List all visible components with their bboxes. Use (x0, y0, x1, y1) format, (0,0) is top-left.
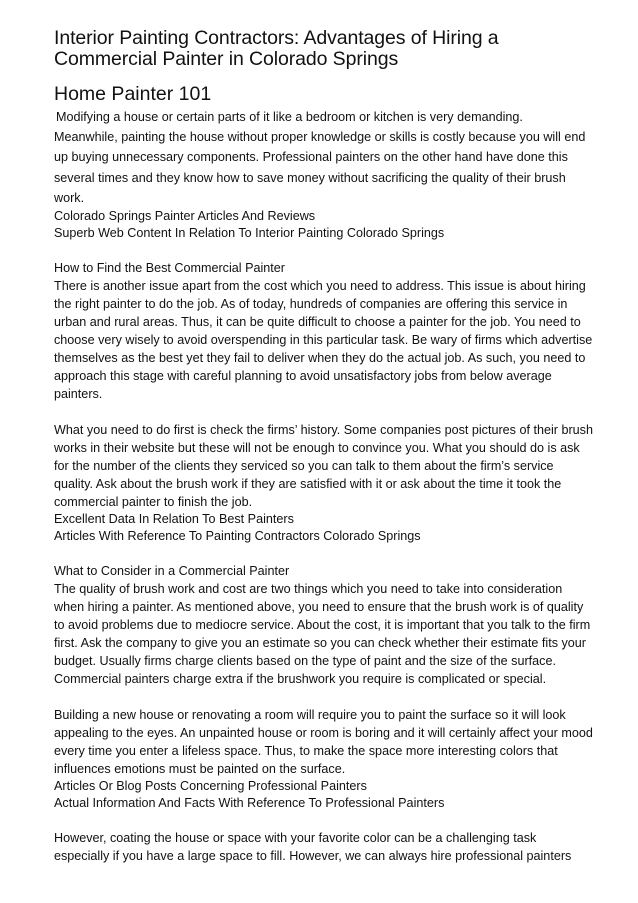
related-link[interactable]: Actual Information And Facts With Reference To Professional Painters (54, 795, 445, 810)
related-links-3 (54, 778, 594, 811)
document-title (54, 28, 594, 70)
related-link[interactable]: Articles Or Blog Posts Concerning Professional Painters (54, 779, 367, 794)
document-page (54, 28, 594, 865)
paragraph: There is another issue apart from the cost which you need to address. This issue is about hiring the right painter to do the job. As of today, hundreds of companies are offering this service in urban and rural areas. Thus, it can be quite difficult to choose a painter for the job. You need to choose very wisely to avoid overspending in this particular task. Be wary of firms which advertise themselves as the best yet they fail to deliver when they do the actual job. As such, you need to approach this stage with careful planning to avoid unsatisfactory jobs from below average painters. (54, 279, 593, 402)
paragraph: What you need to do first is check the firms’ history. Some companies post pictures of their brush works in their website but these will not be enough to convince you. What you should do is ask for the number of the clients they serviced so you can talk to them about the firm’s service quality. Ask about the brush work if they are satisfied with it or ask about the time it took the commercial painter to finish the job. (54, 423, 593, 510)
intro-body: Meanwhile, painting the house without proper knowledge or skills is costly because you will end up buying unnecessary components. Professional painters on the other hand have done this several times and they know how to save money without sacrificing the quality of their brush work. (54, 130, 586, 205)
section-heading-find-painter: How to Find the Best Commercial Painter (54, 261, 285, 276)
paragraph: Building a new house or renovating a room will require you to paint the surface so it will look appealing to the eyes. An unpainted house or room is boring and it will certainly affect your mood every time you enter a lifeless space. Thus, to make the space more interesting colors that influences emotions must be painted on the surface. (54, 708, 593, 777)
section-subtitle: Home Painter 101 (54, 83, 212, 105)
section-heading-consider-painter: What to Consider in a Commercial Painter (54, 564, 290, 579)
related-link[interactable]: Excellent Data In Relation To Best Painters (54, 512, 294, 527)
paragraph: The quality of brush work and cost are two things which you need to take into consideration when hiring a painter. As mentioned above, you need to ensure that the brush work is of quality to avoid problems due to mediocre service. About the cost, it is important that you talk to the firm first. Ask the company to give you an estimate so you can check whether their estimate fits your budget. Usually firms charge clients based on the type of paint and the size of the surface. Commercial painters charge extra if the brushwork you require is complicated or special. (54, 582, 591, 687)
intro-paragraph (54, 107, 594, 208)
related-links-2 (54, 511, 594, 544)
paragraph: However, coating the house or space with your favorite color can be a challenging task especially if you have a large space to fill. However, we can always hire professional painters (54, 831, 572, 864)
related-link[interactable]: Colorado Springs Painter Articles And Reviews (54, 209, 316, 224)
title-line-1: Interior Painting Contractors: Advantages of Hiring a (54, 27, 499, 49)
intro-first-line: Modifying a house or certain parts of it like a bedroom or kitchen is very demanding. (56, 110, 523, 124)
related-link[interactable]: Articles With Reference To Painting Contractors Colorado Springs (54, 528, 421, 543)
title-line-2: Commercial Painter in Colorado Springs (54, 48, 399, 70)
related-link[interactable]: Superb Web Content In Relation To Interior Painting Colorado Springs (54, 225, 445, 240)
related-links-1 (54, 208, 594, 241)
